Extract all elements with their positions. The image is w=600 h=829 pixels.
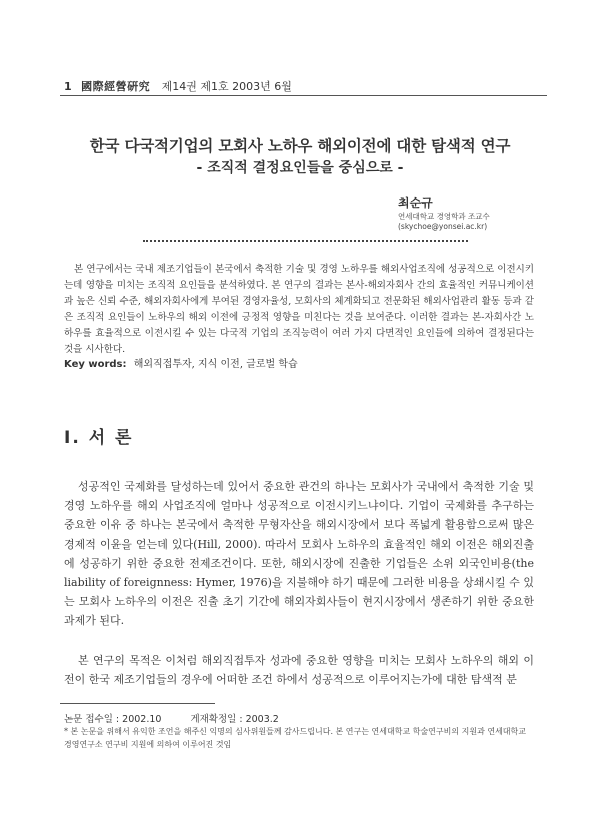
running-header xyxy=(64,78,292,94)
body-paragraph: 성공적인 국제화를 달성하는데 있어서 중요한 관건의 하나는 모회사가 국내에서 축적한 기술 및 경영 노하우를 해외 사업조직에 얼마나 성공적으로 이전시키느냐이다. 기업이 국제화를 추구하는 중요한 이유 중 하나는 본국에서 축적한 무형자산을 해외시장에서 보다 폭넓게 활용함으로써 많은 경제적 이윤을 얻는데 있다(Hill, 2000). 따라서 모회사 노하우의 효율적인 해외 이전은 해외진출에 성공하기 위한 중요한 전제조건이다. 또한, 해외시장에 진출한 기업들은 소위 외국인비용(the liability of foreignness: Hymer, 1976)을 지불해야 하기 때문에 그러한 비용을 상쇄시킬 수 있는 모회사 노하우의 이전은 진출 초기 기간에 해외자회사들이 현지시장에서 생존하기 위한 중요한 과제가 된다. xyxy=(64,480,534,628)
paper-title: 한국 다국적기업의 모회사 노하우 해외이전에 대한 탐색적 연구 xyxy=(89,137,511,155)
author-affiliation-block xyxy=(398,212,490,232)
received-date: 논문 접수일 : 2002.10 xyxy=(64,714,162,725)
header-rule xyxy=(60,95,547,96)
submission-dates xyxy=(64,711,305,725)
body-paragraph: 본 연구의 목적은 이처럼 해외직접투자 성과에 중요한 영향을 미치는 모회사 노하우의 해외 이전이 한국 제조기업들의 경우에 어떠한 조건 하에서 성공적으로 이루어지는가에 대한 탐색적 분 xyxy=(64,654,534,687)
journal-name: 國際經營硏究 xyxy=(81,80,151,93)
keywords-label: Key words: xyxy=(64,359,127,370)
paper-subtitle: - 조직적 결정요인들을 중심으로 - xyxy=(196,160,404,176)
author-email: (skychoe@yonsei.ac.kr) xyxy=(398,222,488,231)
accepted-date: 게재확정일 : 2003.2 xyxy=(190,714,279,725)
footnote-rule xyxy=(60,703,215,704)
dotted-divider xyxy=(143,240,468,242)
author-affiliation: 연세대학교 경영학과 조교수 xyxy=(398,212,490,221)
keywords xyxy=(64,355,298,370)
acknowledgement-footnote: * 본 논문을 위해서 유익한 조언을 해주신 익명의 심사위원들께 감사드립니다. 본 연구는 연세대학교 학술연구비의 지원과 연세대학교 경영연구소 연구비 지원에 의하여 이루어진 것임 xyxy=(64,727,526,749)
issue-info: 제14권 제1호 2003년 6월 xyxy=(161,80,292,93)
author-name: 최순규 xyxy=(398,196,433,210)
keywords-value: 해외직접투자, 지식 이전, 글로벌 학습 xyxy=(133,359,298,370)
section-heading: Ⅰ. 서 론 xyxy=(64,428,134,448)
abstract-text: 본 연구에서는 국내 제조기업들이 본국에서 축적한 기술 및 경영 노하우를 해외사업조직에 성공적으로 이전시키는데 영향을 미치는 조직적 요인들을 분석하였다. 본 연구의 결과는 본사-해외자회사 간의 효율적인 커뮤니케이션과 높은 신뢰 수준, 해외자회사에게 부여된 경영자율성, 모회사의 체계화되고 전문화된 해외사업관리 활동 등과 같은 조직적 요인들이 노하우의 해외 이전에 긍정적 영향을 미친다는 것을 보여준다. 이러한 결과는 본-자회사간 노하우를 효율적으로 이전시킬 수 있는 다국적 기업의 조직능력이 여러 가지 다면적인 요인들에 의하여 결정된다는 것을 시사한다. xyxy=(64,264,534,355)
page-number: 1 xyxy=(64,80,72,93)
